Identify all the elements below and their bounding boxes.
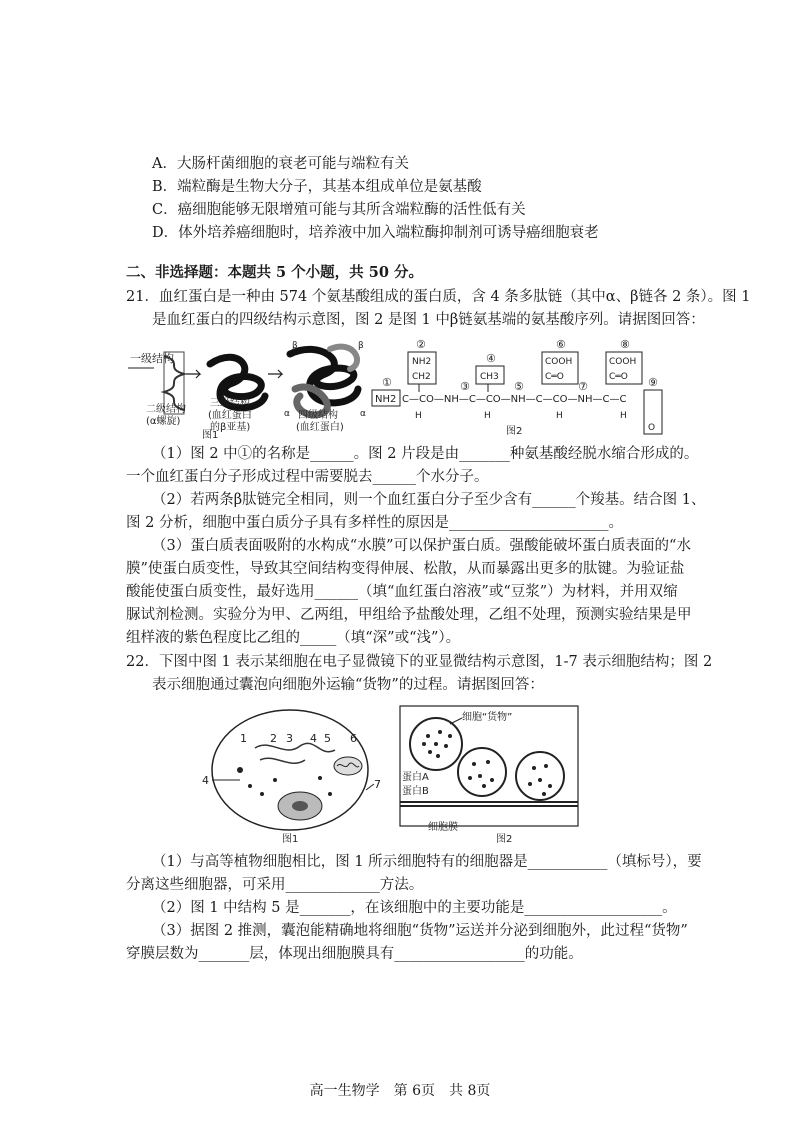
circle-4: ④ [486,352,496,365]
fig22-label-4: 4 [202,774,209,787]
side-chain-ch3: CH3 [480,372,499,382]
circle-8: ⑧ [620,338,630,351]
q21-stem-line1: 21．血红蛋白是一种由 574 个氨基酸组成的蛋白质，含 4 条多肽链（其中α、β链各 2 条）。图 1 [126,289,751,305]
q21-part3-line4: 脲试剂检测。实验分为甲、乙两组，甲组给予盐酸处理，乙组不处理，预测实验结果是甲 [126,607,692,623]
vesicle-transport-drawing [400,706,578,826]
q21-part2-line2: 图 2 分析，细胞中蛋白质分子具有多样性的原因是______________________。 [126,515,623,531]
fig22-label-4-top: 4 [310,732,317,745]
q22-part2: （2）图 1 中结构 5 是_______，在该细胞中的主要功能是___________________。 [152,900,677,916]
option-b: B．端粒酶是生物大分子，其基本组成单位是氨基酸 [152,179,482,195]
circle-5: ⑤ [514,380,524,393]
protein-a-label: 蛋白A [402,772,429,783]
fig22-label-6: 6 [350,732,357,745]
option-a: A．大肠杆菌细胞的衰老可能与端粒有关 [152,156,409,172]
fig22-label-1: 1 [240,732,247,745]
beta-label-top-left: β [292,341,298,351]
q21-part3-line3: 酸能使蛋白质变性，最好选用______（填“血红蛋白溶液”或“豆浆”）为材料，并用双缩 [126,584,678,600]
quaternary-structure-label: 四级结构 [298,410,338,421]
circle-3: ③ [460,380,470,393]
h-1: H [415,411,422,421]
peptide-chain: C—CO—NH—C—CO—NH—C—CO—NH—C—C [402,394,627,405]
secondary-structure-label: 二级结构 [146,404,186,415]
q22-part1-line2: 分离这些细胞器，可采用_____________方法。 [126,877,424,893]
quaternary-structure-sub: (血红蛋白) [296,422,344,433]
h-2: H [484,411,491,421]
fig21-1-label: 图1 [202,430,219,441]
h-4: H [620,411,627,421]
q22-stem-line2: 表示细胞通过囊泡向细胞外运输“货物”的过程。请据图回答： [152,677,544,693]
circle-6: ⑥ [556,338,566,351]
h-3: H [556,411,563,421]
alpha-label-right: α [360,409,366,419]
membrane-label: 细胞膜 [428,822,458,833]
page-footer: 高一生物学 第 6页 共 8页 [309,1083,491,1099]
q22-part3-line1: （3）据图 2 推测，囊泡能精确地将细胞“货物”运送并分泌到细胞外，此过程“货物” [152,923,688,939]
q21-part2-line1: （2）若两条β肽链完全相同，则一个血红蛋白分子至少含有______个羧基。结合图 1、 [152,492,706,508]
q22-figure [200,698,680,848]
side-chain-co-1: C═O [545,372,564,382]
option-c: C．癌细胞能够无限增殖可能与其所含端粒酶的活性低有关 [152,202,526,218]
fig22-label-3: 3 [286,732,293,745]
fig22-1-label: 图1 [282,834,299,845]
q21-part1-line2: 一个血红蛋白分子形成过程中需要脱去______个水分子。 [126,469,489,485]
circle-2: ② [416,338,426,351]
fig22-label-5: 5 [324,732,331,745]
side-chain-nh2: NH2 [412,357,432,367]
quaternary-structure-drawing [290,347,358,415]
animal-cell-drawing [212,710,368,830]
cargo-label: 细胞“货物” [462,712,513,723]
o-terminal: O [648,423,656,433]
beta-label-top-right: β [358,341,364,351]
q21-figure [120,334,680,444]
side-chain-cooh-1: COOH [545,357,573,367]
fig22-2-label: 图2 [496,834,513,845]
primary-structure-label: 一级结构 [130,352,174,365]
nh2-terminal: NH2 [375,394,397,405]
circle-9: ⑨ [648,376,658,389]
secondary-structure-sub: (α螺旋) [146,416,181,427]
side-chain-co-2: C═O [609,372,628,382]
circle-1: ① [382,376,392,389]
side-chain-cooh-2: COOH [609,357,637,367]
amino-acid-sequence [372,338,662,437]
q22-part1-line1: （1）与高等植物细胞相比，图 1 所示细胞特有的细胞器是___________（填标号），要 [152,854,702,870]
fig22-label-2: 2 [270,732,277,745]
q21-part3-line1: （3）蛋白质表面吸附的水构成“水膜”可以保护蛋白质。强酸能破坏蛋白质表面的“水 [152,538,691,554]
tertiary-structure-sub2: 的β亚基) [210,422,251,433]
option-d: D．体外培养癌细胞时，培养液中加入端粒酶抑制剂可诱导癌细胞衰老 [152,225,599,241]
tertiary-structure-label: 三级结构 [210,398,250,409]
tertiary-structure-sub1: (血红蛋白 [208,410,252,421]
side-chain-ch2: CH2 [412,372,431,382]
circle-7: ⑦ [578,380,588,393]
q22-part3-line2: 穿膜层数为_______层，体现出细胞膜具有__________________的功能。 [126,946,583,962]
protein-b-label: 蛋白B [402,786,429,797]
q22-stem-line1: 22．下图中图 1 表示某细胞在电子显微镜下的亚显微结构示意图，1-7 表示细胞结构；图 2 [126,654,713,670]
fig22-label-7: 7 [374,778,381,791]
q21-part3-line2: 膜”使蛋白质变性，导致其空间结构变得伸展、松散，从而暴露出更多的肽键。为验证盐 [126,561,685,577]
q21-part3-line5: 组样液的紫色程度比乙组的_____（填“深”或“浅”）。 [126,630,461,646]
q21-stem-line2: 是血红蛋白的四级结构示意图，图 2 是图 1 中β链氨基端的氨基酸序列。请据图回答： [152,312,705,328]
q21-part1-line1: （1）图 2 中①的名称是______。图 2 片段是由_______种氨基酸经脱水缩合形成的。 [152,446,699,462]
alpha-label-left: α [284,409,290,419]
section-title: 二、非选择题：本题共 5 个小题，共 50 分。 [126,264,423,281]
fig21-2-label: 图2 [506,426,523,437]
